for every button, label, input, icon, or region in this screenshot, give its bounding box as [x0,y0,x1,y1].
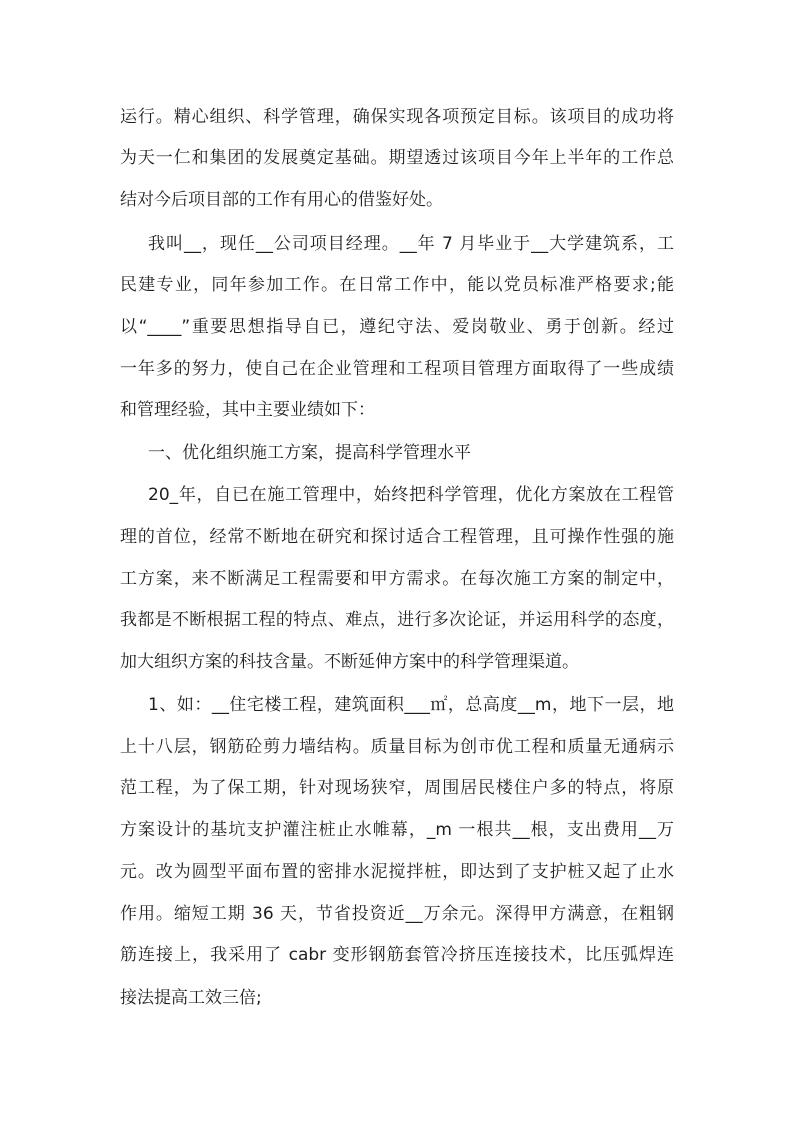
text-line: 为天一仁和集团的发展奠定基础。期望透过该项目今年上半年的工作总 [120,148,674,168]
text-line: 筋连接上，我采用了 cabr 变形钢筋套管冷挤压连接技术，比压弧焊连 [120,945,674,965]
text-line: 范工程，为了保工期，针对现场狭窄，周围居民楼住户多的特点，将原 [120,778,674,798]
text-line: 以“____”重要思想指导自已，遵纪守法、爱岗敬业、勇于创新。经过 [120,317,674,337]
text-line: 结对今后项目部的工作有用心的借鉴好处。 [120,190,443,210]
text-line: 1、如：__住宅楼工程，建筑面积___㎡，总高度__m，地下一层，地 [148,695,674,715]
text-line: 民建专业，同年参加工作。在日常工作中，能以党员标准严格要求;能 [120,275,674,295]
heading-text: 一、优化组织施工方案，提高科学管理水平 [148,443,471,463]
text-line: 元。改为圆型平面布置的密排水泥搅拌桩，即达到了支护桩又起了止水 [120,862,674,882]
text-line: 和管理经验，其中主要业绩如下： [120,400,375,420]
text-line: 理的首位，经常不断地在研究和探讨适合工程管理，且可操作性强的施 [120,527,674,547]
text-line: 一年多的努力，使自己在企业管理和工程项目管理方面取得了一些成绩 [120,359,674,379]
text-line: 我叫__，现任__公司项目经理。__年 7 月毕业于__大学建筑系，工 [148,234,674,254]
text-line: 运行。精心组织、科学管理，确保实现各项预定目标。该项目的成功将 [120,107,674,127]
text-line: 作用。缩短工期 36 天，节省投资近__万余元。深得甲方满意，在粗钢 [120,904,674,924]
text-line: 我都是不断根据工程的特点、难点，进行多次论证，并运用科学的态度， [120,610,674,630]
text-line: 上十八层，钢筋砼剪力墙结构。质量目标为创市优工程和质量无通病示 [120,737,674,757]
text-line: 方案设计的基坑支护灌注桩止水帷幕，_m 一根共__根，支出费用__万 [120,820,674,840]
text-line: 20_年，自已在施工管理中，始终把科学管理，优化方案放在工程管 [148,485,674,505]
text-line: 接法提高工效三倍; [120,988,262,1008]
text-line: 加大组织方案的科技含量。不断延伸方案中的科学管理渠道。 [120,652,579,672]
text-line: 工方案，来不断满足工程需要和甲方需求。在每次施工方案的制定中， [120,569,674,589]
